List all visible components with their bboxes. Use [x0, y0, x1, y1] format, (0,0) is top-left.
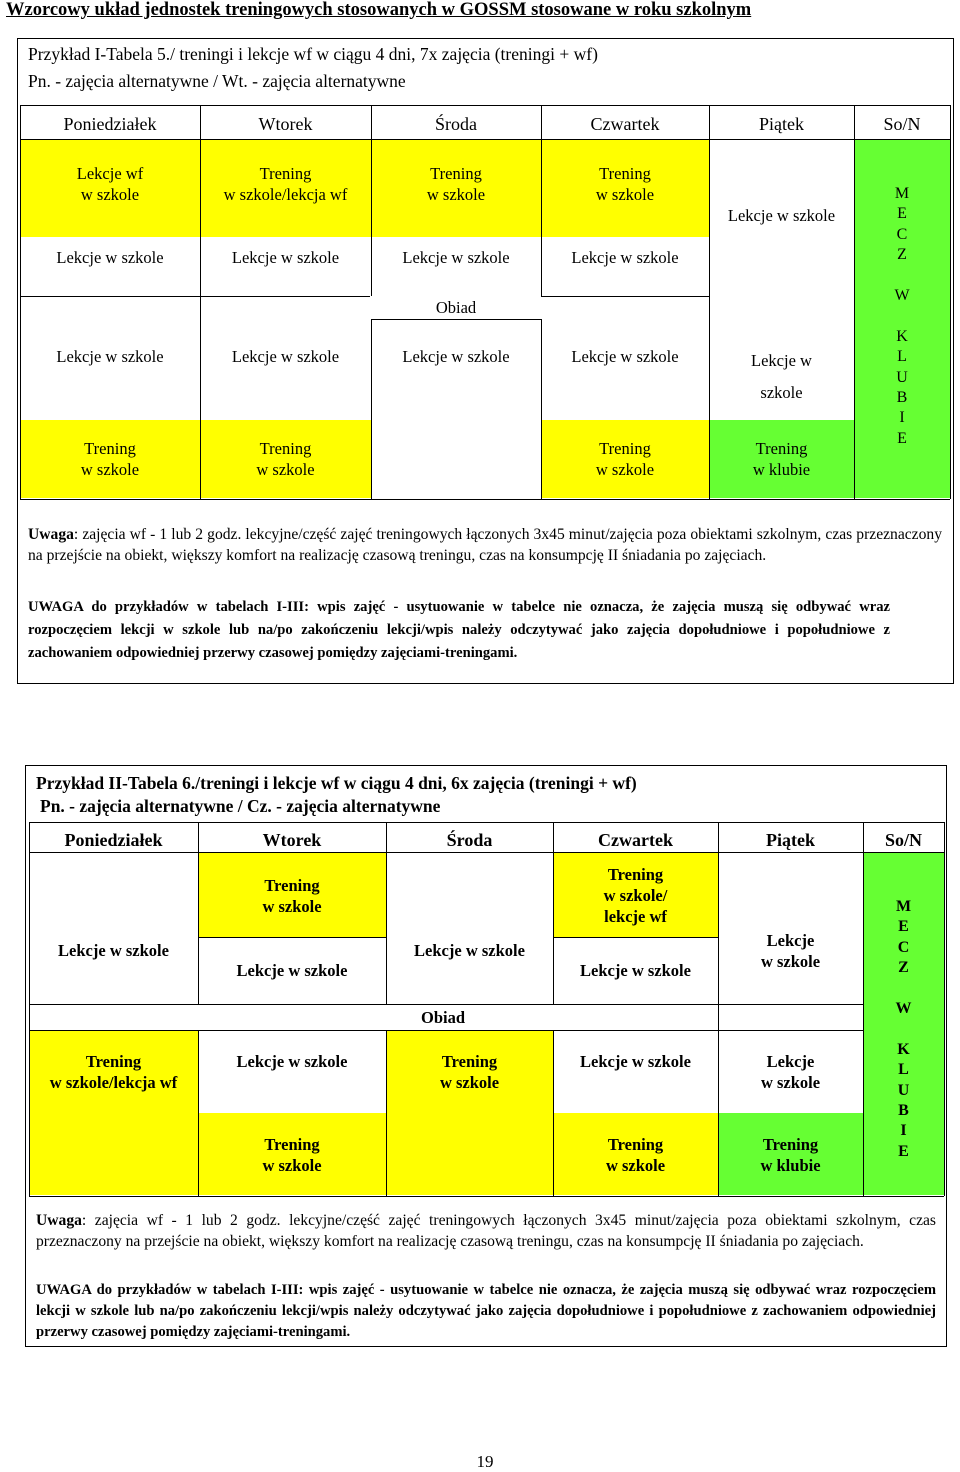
t1-wed-afternoon-lessons: Lekcje w szkole: [402, 347, 510, 366]
t1-line: [541, 105, 542, 296]
t1-day-wednesday: Środa: [435, 114, 477, 134]
t1-tue-training: Trening w szkole: [256, 439, 315, 479]
t1-mon-morning: Lekcje wf w szkole: [76, 164, 144, 204]
t1-day-monday: Poniedziałek: [63, 114, 157, 134]
t1-thu-training: Trening w szkole: [595, 439, 655, 479]
t1-fri-morning: Lekcje w szkole: [727, 206, 836, 225]
t1-day-weekend: So/N: [883, 114, 921, 134]
t2-day-monday: Poniedziałek: [64, 830, 163, 850]
t2-weekend-club: M E C Z W K L U B I E: [895, 898, 912, 1160]
t2-line: [944, 822, 945, 1196]
t1-thu-lessons: Lekcje w szkole: [571, 248, 679, 267]
t1-thu-afternoon-lessons: Lekcje w szkole: [571, 347, 679, 366]
t2-line: [553, 822, 554, 1004]
page-number: 19: [476, 1452, 494, 1471]
t1-warning: UWAGA do przykładów w tabelach I-III: wpis zajęć - usytuowanie w tabelce nie oznacza, że zajęcia muszą się odbywać wraz rozpoczęciem lekcji w szkole lub na/po zakończeniu lekcji/wpis należy odczytywać jako zajęcia dopołudniowe i popołudniowe z zachowaniem odpowiedniej przerwy czasowej pomiędzy zajęciami-treningami.: [28, 599, 890, 661]
t1-day-thursday: Czwartek: [590, 114, 660, 134]
t1-line: [200, 105, 201, 499]
t2-line: [386, 822, 387, 1004]
t1-tue-morning: Trening w szkole/lekcja wf: [223, 164, 348, 204]
t1-tue-afternoon-lessons: Lekcje w szkole: [231, 347, 340, 366]
t1-line: [950, 105, 951, 499]
t1-line: [371, 105, 372, 296]
t1-mon-lessons: Lekcje w szkole: [56, 248, 164, 267]
t1-tue-lessons: Lekcje w szkole: [231, 248, 340, 267]
t2-day-tuesday: Wtorek: [262, 830, 322, 850]
t2-wed-afternoon: Trening w szkole: [439, 1052, 500, 1092]
t2-line: [198, 937, 386, 938]
table-1-title: Przykład I-Tabela 5./ treningi i lekcje wf w ciągu 4 dni, 7x zajęcia (treningi + wf): [28, 44, 598, 64]
t1-mon-training: Trening w szkole: [80, 439, 140, 479]
t2-line: [29, 1030, 863, 1031]
t1-day-friday: Piątek: [759, 114, 804, 134]
t2-line: [29, 852, 944, 853]
t2-fri-afternoon-lessons: Lekcje w szkole: [760, 1052, 821, 1092]
t2-fri-afternoon-training: Trening w klubie: [760, 1135, 821, 1175]
t2-thu-lessons: Lekcje w szkole: [580, 961, 691, 980]
t2-note-label: Uwaga: [36, 1212, 82, 1229]
t2-note: [36, 1210, 936, 1252]
t2-thu-afternoon-lessons: Lekcje w szkole: [580, 1052, 691, 1071]
table-1-subtitle: Pn. - zajęcia alternatywne / Wt. - zajęcia alternatywne: [28, 71, 406, 91]
t2-day-wednesday: Środa: [446, 830, 493, 850]
t1-line: [854, 105, 855, 499]
table-2-subtitle: Pn. - zajęcia alternatywne / Cz. - zajęcia alternatywne: [40, 796, 441, 816]
t2-wed-morning: Lekcje w szkole: [414, 941, 525, 960]
t1-fri-training: Trening w klubie: [752, 439, 811, 479]
t2-tue-lessons: Lekcje w szkole: [236, 961, 348, 980]
t2-thu-afternoon-training: Trening w szkole: [605, 1135, 666, 1175]
t1-wed-morning: Trening w szkole: [426, 164, 486, 204]
t1-line: [20, 139, 950, 140]
t1-line: [20, 105, 950, 106]
t1-line: [541, 319, 542, 499]
t1-fri-afternoon-lessons: Lekcje w szkole: [751, 351, 812, 402]
t1-day-tuesday: Wtorek: [258, 114, 313, 134]
t2-line: [863, 822, 864, 1196]
t1-note: [28, 524, 942, 566]
t2-mon-morning: Lekcje w szkole: [58, 941, 169, 960]
t2-tue-afternoon-lessons: Lekcje w szkole: [236, 1052, 348, 1071]
page-title: Wzorcowy układ jednostek treningowych stosowanych w GOSSM stosowane w roku szkolnym: [6, 0, 752, 20]
t2-line: [553, 1030, 554, 1196]
t2-line: [386, 1030, 387, 1196]
t1-weekend-club: M E C Z W K L U B I E: [894, 185, 910, 447]
t1-line: [541, 296, 709, 297]
t1-line: [371, 319, 372, 499]
t2-warning: UWAGA do przykładów w tabelach I-III: wpis zajęć - usytuowanie w tabelce nie oznacza, że zajęcia muszą się odbywać wraz rozpoczęciem lekcji w szkole lub na/po zakończeniu lekcji/wpis należy odczytywać jako zajęcia dopołudniowe i popołudniowe z zachowaniem odpowiedniej przerwy czasowej pomiędzy zajęciami-treningami.: [36, 1282, 936, 1340]
t2-lunch: Obiad: [420, 1008, 466, 1027]
table-2-title: Przykład II-Tabela 6./treningi i lekcje wf w ciągu 4 dni, 6x zajęcia (treningi + wf): [36, 773, 637, 793]
t2-line: [29, 822, 944, 823]
t2-thu-training: Trening w szkole/ lekcje wf: [603, 865, 668, 926]
t2-day-weekend: So/N: [884, 830, 922, 850]
t2-day-friday: Piątek: [766, 830, 815, 850]
t1-line: [20, 105, 21, 499]
t2-line: [29, 822, 30, 1196]
t2-line: [29, 1004, 863, 1005]
t1-line: [20, 296, 370, 297]
t2-tue-afternoon-training: Trening w szkole: [262, 1135, 322, 1175]
t2-line: [198, 822, 199, 1004]
t2-line: [718, 822, 719, 1196]
t2-line: [553, 937, 718, 938]
t2-line: [198, 1030, 199, 1196]
t1-lunch: Obiad: [435, 298, 477, 317]
t1-line: [371, 319, 541, 320]
t1-line: [20, 499, 950, 500]
t2-mon-afternoon: Trening w szkole/lekcja wf: [49, 1052, 178, 1092]
t1-wed-lessons: Lekcje w szkole: [402, 248, 510, 267]
t1-thu-morning: Trening w szkole: [595, 164, 655, 204]
t2-fri-morning: Lekcje w szkole: [760, 931, 821, 971]
t1-note-label: Uwaga: [28, 526, 74, 543]
t2-day-thursday: Czwartek: [598, 830, 673, 850]
t1-note-text: : zajęcia wf - 1 lub 2 godz. lekcyjne/część zajęć treningowych łączonych 3x45 minut/zajęcia poza obiektami szkolnym, czas przeznaczony na przejście na obiekt, większy komfort na realizację czasową treningu, czas na konsumpcję II śniadania po zajęciach.: [28, 526, 942, 564]
t2-tue-training: Trening w szkole: [262, 876, 322, 916]
t2-note-text: : zajęcia wf - 1 lub 2 godz. lekcyjne/część zajęć treningowych łączonych 3x45 minut/zajęcia poza obiektami szkolnym, czas przeznaczony na przejście na obiekt, większy komfort na realizację czasową treningu, czas na konsumpcję II śniadania po zajęciach.: [36, 1212, 936, 1250]
t1-line: [709, 105, 710, 499]
t1-mon-afternoon-lessons: Lekcje w szkole: [56, 347, 164, 366]
t2-line: [29, 1196, 944, 1197]
